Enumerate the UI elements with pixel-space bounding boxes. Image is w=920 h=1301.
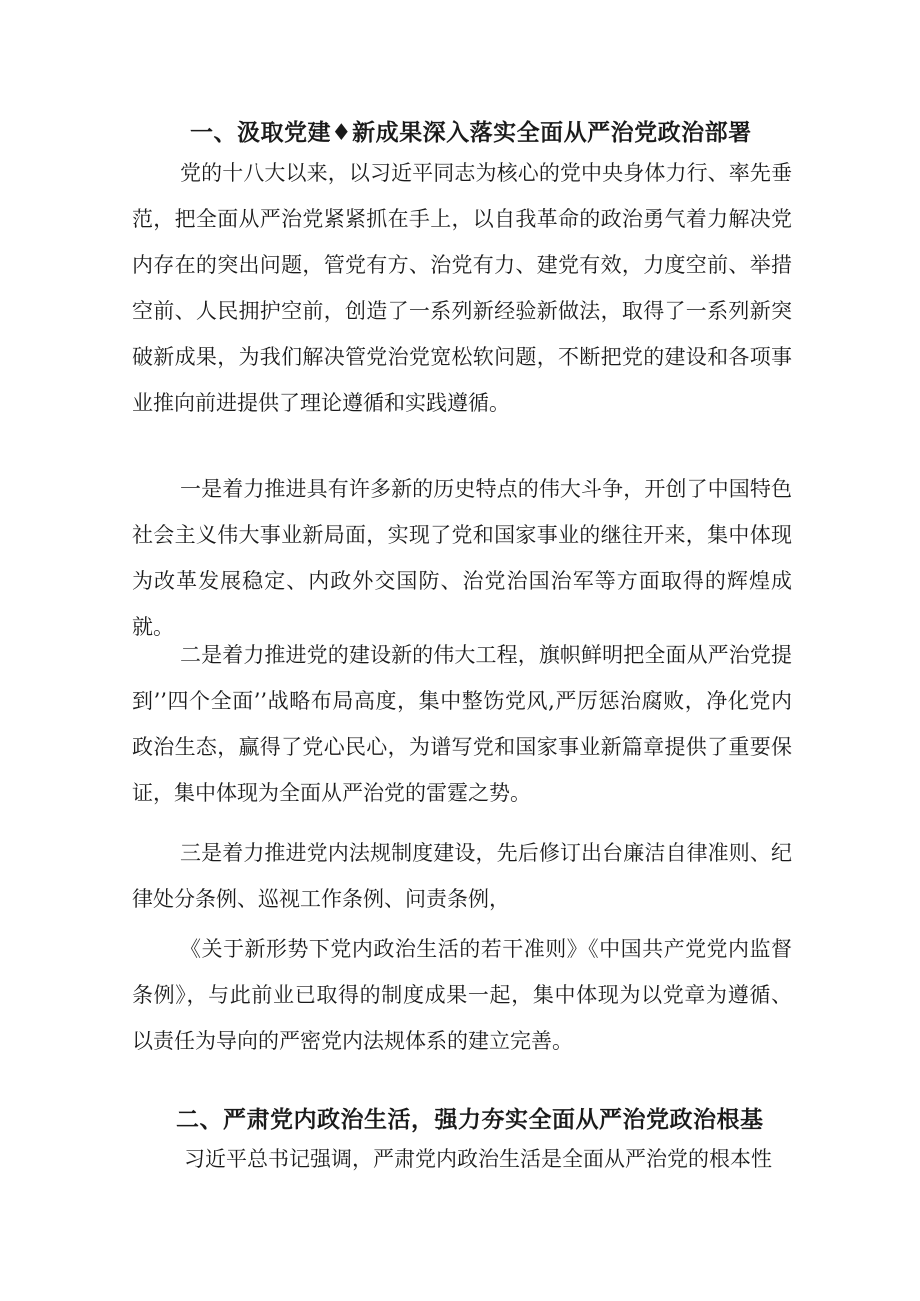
paragraph-point-one: 一是着力推进具有许多新的历史特点的伟大斗争，开创了中国特色社会主义伟大事业新局面，实现了党和国家事业的继往开来，集中体现为改革发展稳定、内政外交国防、治党治国治军等方面取得的辉煌成就。: [132, 477, 792, 639]
section-heading-1: 一、汲取党建♦新成果深入落实全面从严治党政治部署: [190, 120, 752, 146]
paragraph-point-three-continued: 《关于新形势下党内政治生活的若干准则》《中国共产党党内监督条例》，与此前业已取得的制度成果一起，集中体现为以党章为遵循、以责任为导向的严密党内法规体系的建立完善。: [132, 937, 792, 1053]
paragraph-section-two-start: 习近平总书记强调，严肃党内政治生活是全面从严治党的根本性: [184, 1147, 772, 1171]
paragraph-point-three: 三是着力推进党内法规制度建设，先后修订出台廉洁自律准则、纪律处分条例、巡视工作条例、问责条例，: [132, 841, 792, 911]
paragraph-point-two: 二是着力推进党的建设新的伟大工程，旗帜鲜明把全面从严治党提到’’四个全面’’战略布局高度，集中整饬党风,严厉惩治腐败，净化党内政治生态，赢得了党心民心，为谱写党和国家事业新篇章提供了重要保证，集中体现为全面从严治党的雷霆之势。: [132, 643, 792, 805]
paragraph-intro: 党的十八大以来，以习近平同志为核心的党中央身体力行、率先垂范，把全面从严治党紧紧抓在手上，以自我革命的政治勇气着力解决党内存在的突出问题，管党有方、治党有力、建党有效，力度空前、举措空前、人民拥护空前，创造了一系列新经验新做法，取得了一系列新突破新成果，为我们解决管党治党宽松软问题，不断把党的建设和各项事业推向前进提供了理论遵循和实践遵循。: [132, 161, 792, 415]
section-heading-2: 二、严肃党内政治生活，强力夯实全面从严治党政治根基: [176, 1107, 764, 1133]
